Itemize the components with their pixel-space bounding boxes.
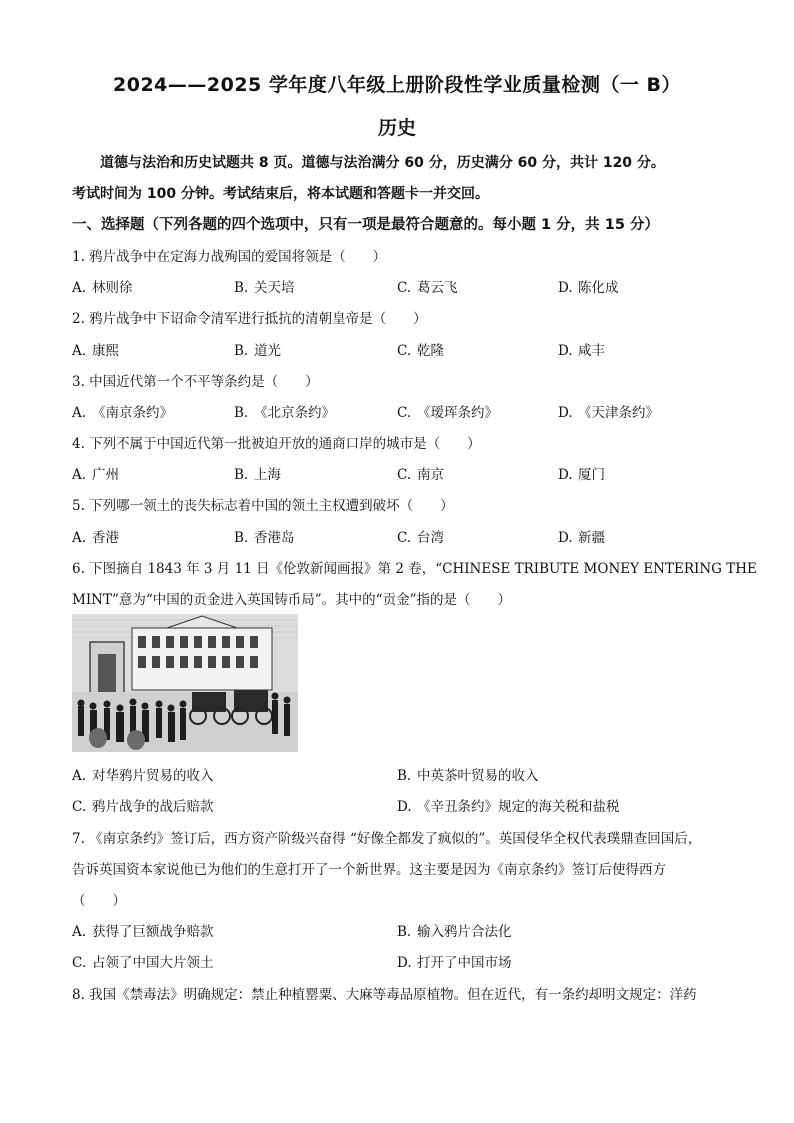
- q5-option-c: C. 台湾: [397, 530, 444, 546]
- q3-option-d: D. 《天津条约》: [558, 405, 659, 421]
- q6-option-a: A. 对华鸦片贸易的收入: [72, 768, 214, 784]
- q2-option-a: A. 康熙: [72, 343, 119, 359]
- q6-option-c: C. 鸦片战争的战后赔款: [72, 799, 214, 815]
- q4-option-c: C. 南京: [397, 467, 444, 483]
- q4-option-b: B. 上海: [234, 467, 281, 483]
- q3-option-c: C. 《瑷珲条约》: [397, 405, 498, 421]
- subject-title: 历史: [377, 117, 416, 139]
- q7-option-b: B. 输入鸦片合法化: [397, 924, 512, 940]
- q5-option-a: A. 香港: [72, 530, 119, 546]
- q4-option-d: D. 厦门: [558, 467, 605, 483]
- q6-option-d: D. 《辛丑条约》规定的海关税和盐税: [397, 799, 620, 815]
- q2-option-d: D. 咸丰: [558, 343, 605, 359]
- question-8-stem-line-1: 8. 我国《禁毒法》明确规定：禁止种植罂粟、大麻等毒品原植物。但在近代，有一条约却明文规定：洋药: [72, 987, 697, 1003]
- intro-line-2: 考试时间为 100 分钟。考试结束后，将本试题和答题卡一并交回。: [72, 186, 489, 202]
- q7-option-a: A. 获得了巨额战争赔款: [72, 924, 214, 940]
- question-7-stem-line-1: 7. 《南京条约》签订后，西方资产阶级兴奋得 “好像全都发了疯似的”。英国侵华全权代表璞鼎查回国后，: [72, 831, 702, 847]
- q4-option-a: A. 广州: [72, 467, 119, 483]
- q6-option-b: B. 中英茶叶贸易的收入: [397, 768, 539, 784]
- question-7-stem-line-3: （ ）: [72, 893, 126, 909]
- question-4-stem: 4. 下列不属于中国近代第一批被迫开放的通商口岸的城市是（ ）: [72, 436, 481, 452]
- q2-option-c: C. 乾隆: [397, 343, 444, 359]
- question-1-stem: 1. 鸦片战争中在定海力战殉国的爱国将领是（ ）: [72, 249, 387, 265]
- q1-option-b: B. 关天培: [234, 280, 295, 296]
- page-title: 2024——2025 学年度八年级上册阶段性学业质量检测（一 B）: [113, 74, 681, 96]
- london-news-engraving-image: [72, 614, 298, 752]
- intro-line-1: 道德与法治和历史试题共 8 页。道德与法治满分 60 分，历史满分 60 分，共计 120 分。: [100, 155, 665, 171]
- q7-option-c: C. 占领了中国大片领土: [72, 955, 214, 971]
- q2-option-b: B. 道光: [234, 343, 281, 359]
- question-6-stem-line-2: MINT”意为“中国的贡金进入英国铸币局”。其中的“贡金”指的是（ ）: [72, 592, 511, 608]
- question-3-stem: 3. 中国近代第一个不平等条约是（ ）: [72, 374, 319, 390]
- q7-option-d: D. 打开了中国市场: [397, 955, 512, 971]
- q5-option-b: B. 香港岛: [234, 530, 295, 546]
- q5-option-d: D. 新疆: [558, 530, 605, 546]
- question-2-stem: 2. 鸦片战争中下诏命令清军进行抵抗的清朝皇帝是（ ）: [72, 311, 427, 327]
- q3-option-a: A. 《南京条约》: [72, 405, 173, 421]
- q3-option-b: B. 《北京条约》: [234, 405, 335, 421]
- q1-option-c: C. 葛云飞: [397, 280, 458, 296]
- section-heading: 一、选择题（下列各题的四个选项中，只有一项是最符合题意的。每小题 1 分，共 15 分）: [72, 217, 659, 233]
- question-6-stem-line-1: 6. 下图摘自 1843 年 3 月 11 日《伦敦新闻画报》第 2 卷，“CHINESE TRIBUTE MONEY ENTERING THE: [72, 561, 757, 577]
- q1-option-d: D. 陈化成: [558, 280, 619, 296]
- q1-option-a: A. 林则徐: [72, 280, 133, 296]
- question-7-stem-line-2: 告诉英国资本家说他已为他们的生意打开了一个新世界。这主要是因为《南京条约》签订后使得西方: [72, 862, 666, 878]
- question-5-stem: 5. 下列哪一领土的丧失标志着中国的领土主权遭到破坏（ ）: [72, 498, 454, 514]
